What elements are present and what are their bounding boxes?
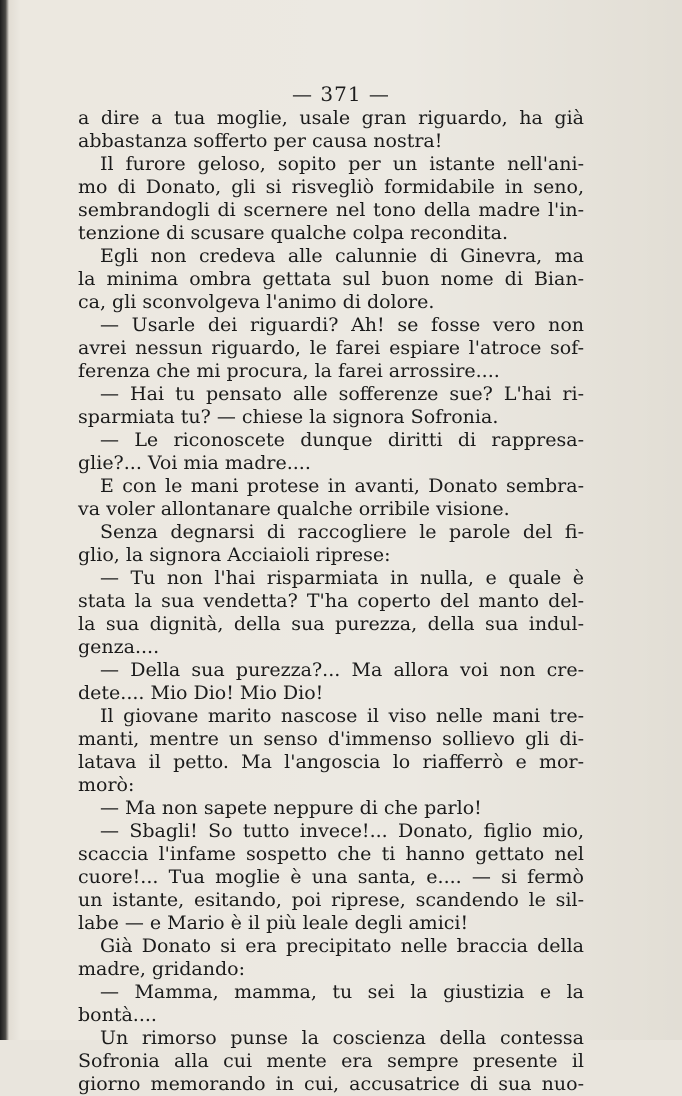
text-line: morò: xyxy=(78,774,135,796)
text-line: la minima ombra gettata sul buon nome di Bian- xyxy=(78,268,584,290)
text-line: — Tu non l'hai risparmiata in nulla, e quale è xyxy=(100,567,584,589)
text-line: Senza degnarsi di raccogliere le parole del fi- xyxy=(100,521,584,543)
page-number: — 371 — xyxy=(292,82,390,106)
text-line: — Sbagli! So tutto invece!... Donato, figlio mio, xyxy=(100,820,584,842)
text-line: E con le mani protese in avanti, Donato sembra- xyxy=(100,475,584,497)
text-line: sparmiata tu? — chiese la signora Sofronia. xyxy=(78,406,499,428)
text-line: Il giovane marito nascose il viso nelle mani tre- xyxy=(100,705,584,727)
text-line: va voler allontanare qualche orribile visione. xyxy=(78,498,510,520)
text-line: cuore!... Tua moglie è una santa, e.... — si fermò xyxy=(78,866,584,888)
text-line: Un rimorso punse la coscienza della contessa xyxy=(100,1027,584,1049)
text-line: genza.... xyxy=(78,636,160,658)
text-line: — Mamma, mamma, tu sei la giustizia e la xyxy=(100,981,584,1003)
text-line: mo di Donato, gli si risvegliò formidabile in seno, xyxy=(78,176,584,198)
text-line: avrei nessun riguardo, le farei espiare l'atroce sof- xyxy=(78,337,584,359)
text-line: sembrandogli di scernere nel tono della madre l'in- xyxy=(78,199,584,221)
text-line: Egli non credeva alle calunnie di Ginevra, ma xyxy=(100,245,584,267)
book-spine-edge xyxy=(0,0,9,1040)
text-line: bontà.... xyxy=(78,1004,157,1026)
text-line: giorno memorando in cui, accusatrice di sua nuo- xyxy=(78,1073,584,1095)
text-line: la sua dignità, della sua purezza, della sua indul- xyxy=(78,613,584,635)
text-line: — Ma non sapete neppure di che parlo! xyxy=(100,797,482,819)
text-line: Il furore geloso, sopito per un istante nell'ani- xyxy=(100,153,584,175)
text-line: stata la sua vendetta? T'ha coperto del manto del- xyxy=(78,590,584,612)
text-line: ferenza che mi procura, la farei arrossire.... xyxy=(78,360,500,382)
text-line: — Le riconoscete dunque diritti di rappresa- xyxy=(100,429,584,451)
text-line: glie?... Voi mia madre.... xyxy=(78,452,311,474)
text-line: scaccia l'infame sospetto che ti hanno gettato nel xyxy=(78,843,584,865)
text-line: — Della sua purezza?... Ma allora voi non cre- xyxy=(100,659,584,681)
text-line: — Hai tu pensato alle sofferenze sue? L'hai ri- xyxy=(100,383,584,405)
text-line: dete.... Mio Dio! Mio Dio! xyxy=(78,682,324,704)
text-line: glio, la signora Acciaioli riprese: xyxy=(78,544,391,566)
text-line: a dire a tua moglie, usale gran riguardo, ha già xyxy=(78,107,584,129)
text-line: tenzione di scusare qualche colpa recondita. xyxy=(78,222,509,244)
text-line: Già Donato si era precipitato nelle braccia della xyxy=(100,935,584,957)
text-line: Sofronia alla cui mente era sempre presente il xyxy=(78,1050,584,1072)
text-line: — Usarle dei riguardi? Ah! se fosse vero non xyxy=(100,314,584,336)
text-line: ca, gli sconvolgeva l'animo di dolore. xyxy=(78,291,435,313)
body-text xyxy=(78,107,584,1096)
text-line: abbastanza sofferto per causa nostra! xyxy=(78,130,443,152)
text-line: un istante, esitando, poi riprese, scandendo le sil- xyxy=(78,889,584,911)
text-line: labe — e Mario è il più leale degli amici! xyxy=(78,912,469,934)
text-line: manti, mentre un senso d'immenso sollievo gli di- xyxy=(78,728,584,750)
text-line: madre, gridando: xyxy=(78,958,245,980)
text-line: latava il petto. Ma l'angoscia lo riafferrò e mor- xyxy=(78,751,584,773)
